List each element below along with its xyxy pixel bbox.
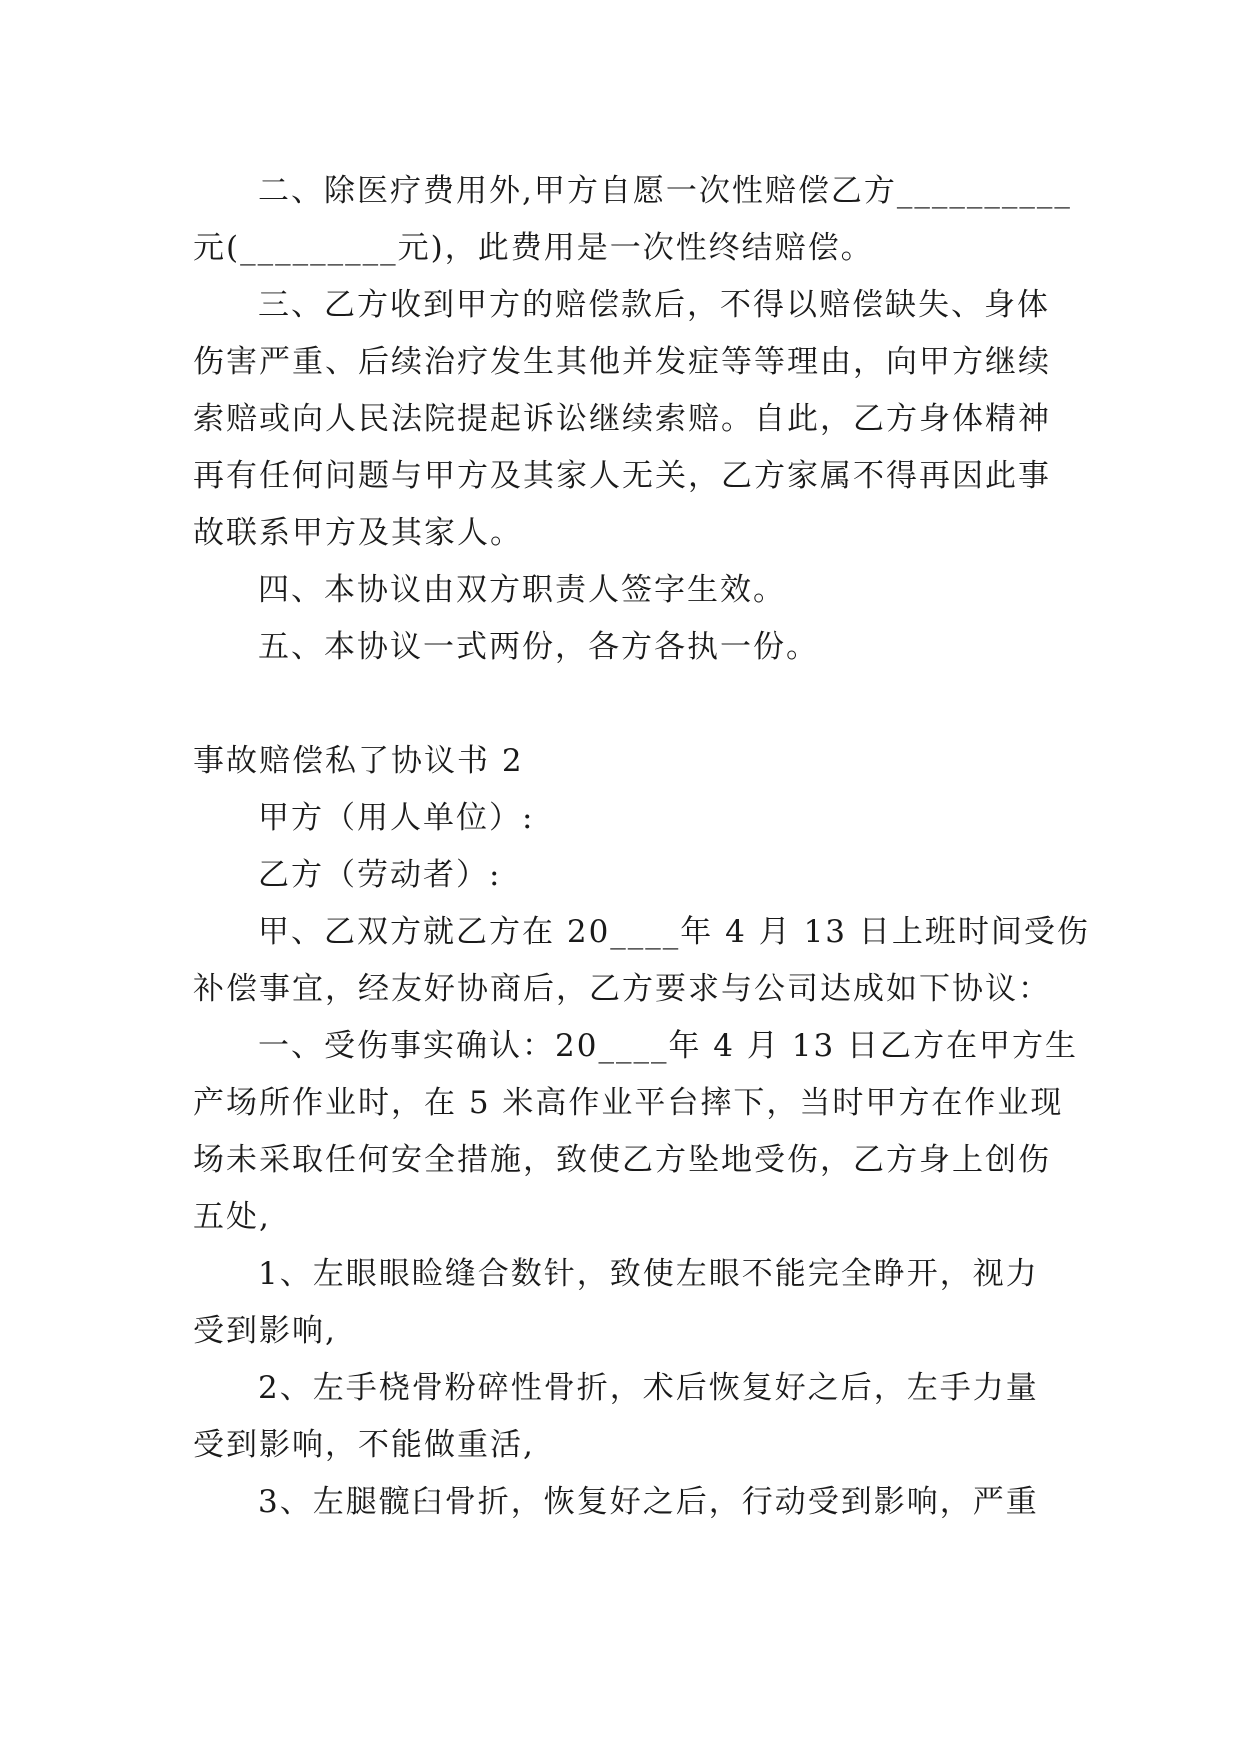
party-b-line: 乙方（劳动者）: (258, 857, 502, 893)
injury-1-line-1: 1、左眼眼睑缝合数针，致使左眼不能完全睁开，视力 (258, 1256, 1039, 1292)
injury-2-line-1: 2、左手桡骨粉碎性骨折，术后恢复好之后，左手力量 (258, 1370, 1039, 1406)
clause-3-line-5: 故联系甲方及其家人。 (193, 515, 523, 551)
party-a-line: 甲方（用人单位）: (258, 800, 535, 836)
clause-4: 四、本协议由双方职责人签字生效。 (258, 572, 786, 608)
clause-3-line-4: 再有任何问题与甲方及其家人无关，乙方家属不得再因此事 (193, 458, 1051, 494)
section-title: 事故赔偿私了协议书 2 (193, 743, 524, 779)
clause-3-line-3: 索赔或向人民法院提起诉讼继续索赔。自此，乙方身体精神 (193, 401, 1051, 437)
fact-line-4: 五处, (193, 1199, 271, 1235)
intro-line-2: 补偿事宜，经友好协商后，乙方要求与公司达成如下协议： (193, 971, 1051, 1007)
clause-3-line-2: 伤害严重、后续治疗发生其他并发症等等理由，向甲方继续 (193, 344, 1051, 380)
fact-line-3: 场未采取任何安全措施，致使乙方坠地受伤，乙方身上创伤 (193, 1142, 1051, 1178)
clause-3-line-1: 三、乙方收到甲方的赔偿款后，不得以赔偿缺失、身体 (258, 287, 1050, 323)
intro-line-1: 甲、乙双方就乙方在 20____年 4 月 13 日上班时间受伤 (258, 914, 1090, 950)
clause-5: 五、本协议一式两份，各方各执一份。 (258, 629, 819, 665)
clause-2-line-2: 元(_________元)，此费用是一次性终结赔偿。 (193, 230, 874, 266)
fact-line-2: 产场所作业时，在 5 米高作业平台摔下，当时甲方在作业现 (193, 1085, 1064, 1121)
clause-2-line-1: 二、除医疗费用外,甲方自愿一次性赔偿乙方__________ (258, 173, 1072, 209)
injury-2-line-2: 受到影响，不能做重活, (193, 1427, 535, 1463)
injury-1-line-2: 受到影响, (193, 1313, 337, 1349)
fact-line-1: 一、受伤事实确认：20____年 4 月 13 日乙方在甲方生 (258, 1028, 1079, 1064)
injury-3-line-1: 3、左腿髋臼骨折，恢复好之后，行动受到影响，严重 (258, 1484, 1039, 1520)
